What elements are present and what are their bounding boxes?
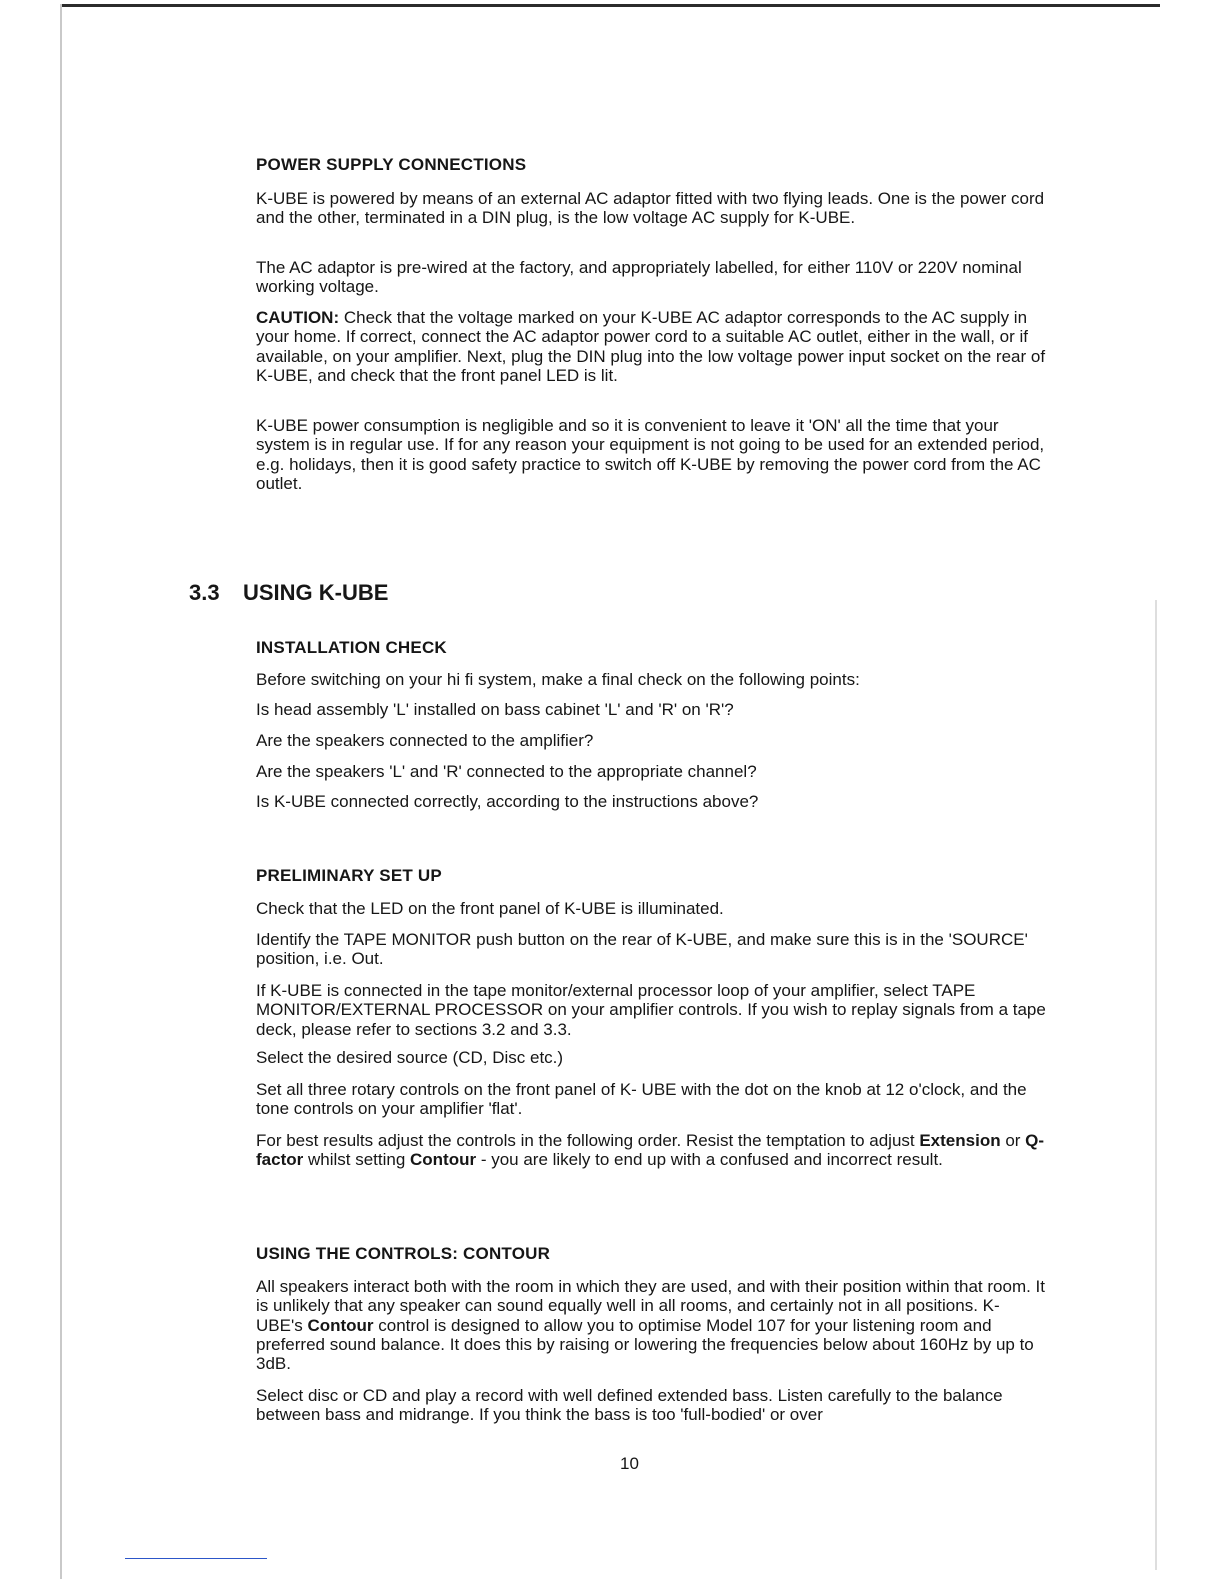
caution-label: CAUTION: — [256, 308, 340, 327]
installation-line: Is head assembly 'L' installed on bass cabinet 'L' and 'R' on 'R'? — [256, 700, 734, 719]
installation-line: Is K-UBE connected correctly, according to the instructions above? — [256, 792, 759, 811]
power-paragraph-1: K-UBE is powered by means of an external AC adaptor fitted with two flying leads. One is the power cord and the other, terminated in a DIN plug, is the low voltage AC supply for K-UBE. — [256, 189, 1045, 228]
text-run: control is designed to allow you to optimise Model 107 for your listening room and preferred sound balance. It does this by raising or lowering the frequencies below about 160Hz by up to 3dB. — [256, 1315, 1034, 1374]
right-scan-edge — [1155, 600, 1157, 1570]
q-factor-term: Q-factor — [256, 1131, 1045, 1170]
left-scan-edge — [60, 4, 62, 1579]
preliminary-setup-heading: PRELIMINARY SET UP — [256, 866, 442, 885]
caution-text: Check that the voltage marked on your K-UBE AC adaptor corresponds to the AC supply in your home. If correct, connect the AC adaptor power cord to a suitable AC outlet, either in the wall, or if available, on your amplifier. Next, plug the DIN plug into the low voltage power input socket on the rear of K-UBE, and check that the front panel LED is lit. — [256, 308, 1046, 385]
contour-term: Contour — [307, 1315, 374, 1335]
contour-heading: USING THE CONTROLS: CONTOUR — [256, 1244, 551, 1263]
installation-line: Are the speakers 'L' and 'R' connected to the appropriate channel? — [256, 762, 757, 781]
preliminary-paragraph-6 — [256, 1131, 1046, 1170]
preliminary-paragraph-5: Set all three rotary controls on the front panel of K- UBE with the dot on the knob at 12 o'clock, and the tone controls on your amplifier 'flat'. — [256, 1080, 1027, 1119]
contour-paragraph-1 — [256, 1277, 1046, 1373]
contour-paragraph-2: Select disc or CD and play a record with well defined extended bass. Listen carefully to the balance between bass and midrange. If you think the bass is too 'full-bodied' or over — [256, 1386, 1003, 1425]
installation-line: Before switching on your hi fi system, make a final check on the following points: — [256, 670, 860, 689]
text-run: or — [1000, 1131, 1026, 1150]
power-supply-heading: POWER SUPPLY CONNECTIONS — [256, 155, 527, 174]
power-paragraph-2: The AC adaptor is pre-wired at the factory, and appropriately labelled, for either 110V or 220V nominal working voltage. — [256, 258, 1022, 297]
section-number: 3.3 — [189, 580, 220, 605]
caution-paragraph — [256, 308, 1046, 385]
preliminary-paragraph-2: Identify the TAPE MONITOR push button on the rear of K-UBE, and make sure this is in the 'SOURCE' position, i.e. Out. — [256, 930, 1028, 969]
installation-line: Are the speakers connected to the amplifier? — [256, 731, 594, 750]
bottom-blue-line — [125, 1558, 267, 1559]
preliminary-paragraph-1: Check that the LED on the front panel of K-UBE is illuminated. — [256, 899, 724, 918]
extension-term: Extension — [919, 1131, 1001, 1150]
preliminary-paragraph-3: If K-UBE is connected in the tape monitor/external processor loop of your amplifier, select TAPE MONITOR/EXTERNAL PROCESSOR on your amplifier controls. If you wish to replay signals from a tape deck, please refer to sections 3.2 and 3.3. — [256, 981, 1046, 1039]
text-run: For best results adjust the controls in the following order. Resist the temptation to adjust — [256, 1131, 920, 1150]
power-paragraph-4: K-UBE power consumption is negligible and so it is convenient to leave it 'ON' all the time that your system is in regular use. If for any reason your equipment is not going to be used for an extended period, e.g. holidays, then it is good safety practice to switch off K-UBE by removing the power cord from the AC outlet. — [256, 416, 1045, 493]
text-run: - you are likely to end up with a confused and incorrect result. — [476, 1150, 943, 1170]
section-title: USING K-UBE — [243, 580, 389, 605]
preliminary-paragraph-4: Select the desired source (CD, Disc etc.) — [256, 1048, 564, 1067]
text-run: All speakers interact both with the room in which they are used, and with their position within that room. It is unlikely that any speaker can sound equally well in all rooms, and certainly not in all positions. K- UBE's — [256, 1277, 1046, 1335]
installation-check-heading: INSTALLATION CHECK — [256, 638, 447, 657]
text-run: whilst setting — [303, 1150, 410, 1170]
top-border-line — [60, 4, 1160, 7]
page-number: 10 — [620, 1454, 639, 1473]
contour-term: Contour — [410, 1150, 477, 1170]
